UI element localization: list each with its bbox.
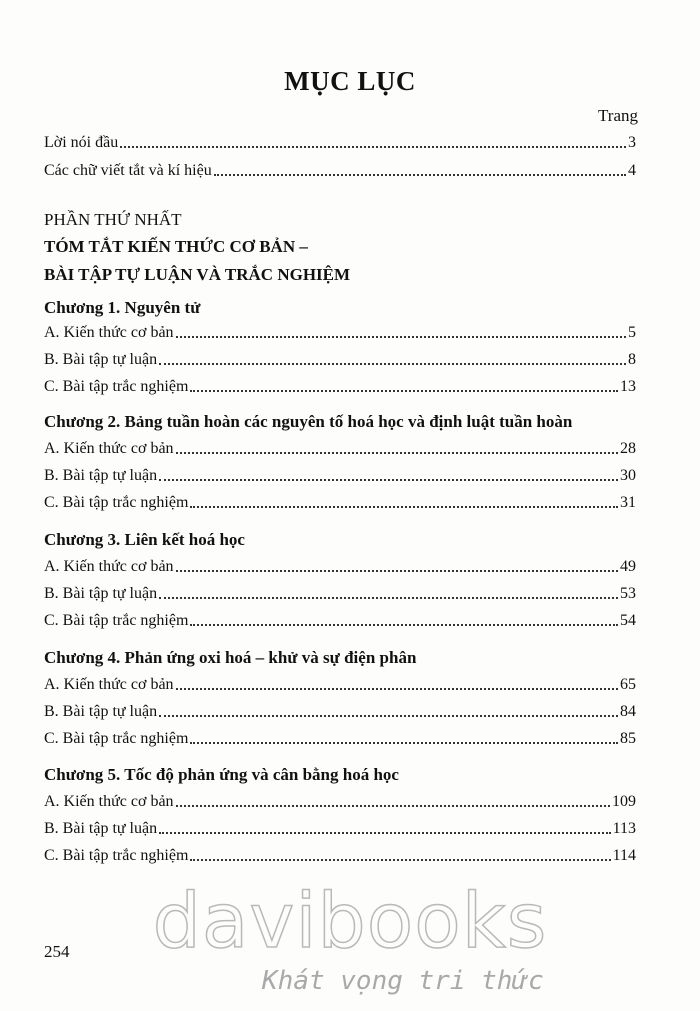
dot-leader: [214, 174, 626, 176]
toc-entry-page: 65: [620, 676, 636, 693]
toc-entry-page: 13: [620, 378, 636, 395]
toc-entry-page: 4: [628, 162, 636, 179]
toc-entry[interactable]: [44, 816, 636, 838]
dot-leader: [159, 597, 618, 599]
toc-entry-label: A. Kiến thức cơ bản: [44, 440, 174, 457]
toc-entry[interactable]: [44, 699, 636, 721]
toc-entry-label: Các chữ viết tắt và kí hiệu: [44, 162, 212, 179]
toc-entry[interactable]: [44, 843, 636, 865]
toc-entry-page: 84: [620, 703, 636, 720]
page-column-header: Trang: [598, 106, 638, 125]
toc-entry-label: A. Kiến thức cơ bản: [44, 793, 174, 810]
page-title: MỤC LỤC: [284, 66, 416, 96]
part-label: PHẦN THỨ NHẤT: [44, 210, 182, 229]
toc-entry-label: A. Kiến thức cơ bản: [44, 676, 174, 693]
toc-entry-page: 31: [620, 494, 636, 511]
toc-entry-page: 5: [628, 324, 636, 341]
toc-entry[interactable]: [44, 374, 636, 396]
toc-entry[interactable]: [44, 789, 636, 811]
dot-leader: [176, 336, 626, 338]
toc-entry[interactable]: [44, 347, 636, 369]
dot-leader: [176, 452, 618, 454]
toc-entry-label: A. Kiến thức cơ bản: [44, 558, 174, 575]
dot-leader: [190, 742, 618, 744]
toc-entry-page: 113: [612, 820, 636, 837]
toc-entry-page: 3: [628, 134, 636, 151]
toc-entry-page: 53: [620, 585, 636, 602]
part-title-line2: BÀI TẬP TỰ LUẬN VÀ TRẮC NGHIỆM: [44, 265, 351, 284]
toc-entry-label: B. Bài tập tự luận: [44, 703, 158, 720]
toc-entry-preface[interactable]: [44, 130, 636, 152]
dot-leader: [159, 363, 626, 365]
toc-entry[interactable]: [44, 463, 636, 485]
dot-leader: [190, 624, 618, 626]
chapter-title[interactable]: Chương 1. Nguyên tử: [44, 298, 201, 317]
dot-leader: [176, 688, 618, 690]
toc-entry-label: C. Bài tập trắc nghiệm: [44, 378, 189, 395]
page-number: 254: [44, 942, 70, 961]
dot-leader: [176, 805, 610, 807]
toc-entry[interactable]: [44, 726, 636, 748]
toc-entry-page: 85: [620, 730, 636, 747]
toc-entry-label: C. Bài tập trắc nghiệm: [44, 730, 189, 747]
watermark-logo: davibooks: [152, 876, 548, 965]
dot-leader: [159, 715, 618, 717]
toc-entry-label: A. Kiến thức cơ bản: [44, 324, 174, 341]
chapter-title[interactable]: Chương 3. Liên kết hoá học: [44, 530, 245, 549]
dot-leader: [159, 479, 618, 481]
toc-entry[interactable]: [44, 490, 636, 512]
toc-entry-page: 28: [620, 440, 636, 457]
toc-entry[interactable]: [44, 320, 636, 342]
dot-leader: [190, 506, 618, 508]
dot-leader: [190, 859, 610, 861]
chapter-title[interactable]: Chương 2. Bảng tuần hoàn các nguyên tố hoá học và định luật tuần hoàn: [44, 412, 573, 431]
toc-entry-label: B. Bài tập tự luận: [44, 585, 158, 602]
toc-entry-label: B. Bài tập tự luận: [44, 467, 158, 484]
toc-entry-abbreviations[interactable]: [44, 158, 636, 180]
toc-entry[interactable]: [44, 554, 636, 576]
dot-leader: [159, 832, 610, 834]
toc-entry-label: C. Bài tập trắc nghiệm: [44, 612, 189, 629]
toc-entry-page: 30: [620, 467, 636, 484]
part-title-line1: TÓM TẮT KIẾN THỨC CƠ BẢN –: [44, 237, 308, 256]
toc-entry-label: B. Bài tập tự luận: [44, 820, 158, 837]
dot-leader: [120, 146, 626, 148]
toc-entry-label: C. Bài tập trắc nghiệm: [44, 494, 189, 511]
chapter-title[interactable]: Chương 4. Phản ứng oxi hoá – khử và sự điện phân: [44, 648, 417, 667]
toc-entry-page: 54: [620, 612, 636, 629]
toc-entry[interactable]: [44, 608, 636, 630]
toc-entry-page: 49: [620, 558, 636, 575]
dot-leader: [190, 390, 618, 392]
watermark-tagline: Khát vọng tri thức: [262, 966, 544, 996]
toc-entry[interactable]: [44, 436, 636, 458]
toc-entry-label: Lời nói đầu: [44, 134, 119, 151]
dot-leader: [176, 570, 618, 572]
chapter-title[interactable]: Chương 5. Tốc độ phản ứng và cân bằng hoá học: [44, 765, 399, 784]
toc-entry-page: 109: [612, 793, 636, 810]
toc-entry-page: 8: [628, 351, 636, 368]
toc-entry[interactable]: [44, 581, 636, 603]
toc-entry-page: 114: [612, 847, 636, 864]
toc-entry-label: B. Bài tập tự luận: [44, 351, 158, 368]
toc-entry-label: C. Bài tập trắc nghiệm: [44, 847, 189, 864]
toc-entry[interactable]: [44, 672, 636, 694]
